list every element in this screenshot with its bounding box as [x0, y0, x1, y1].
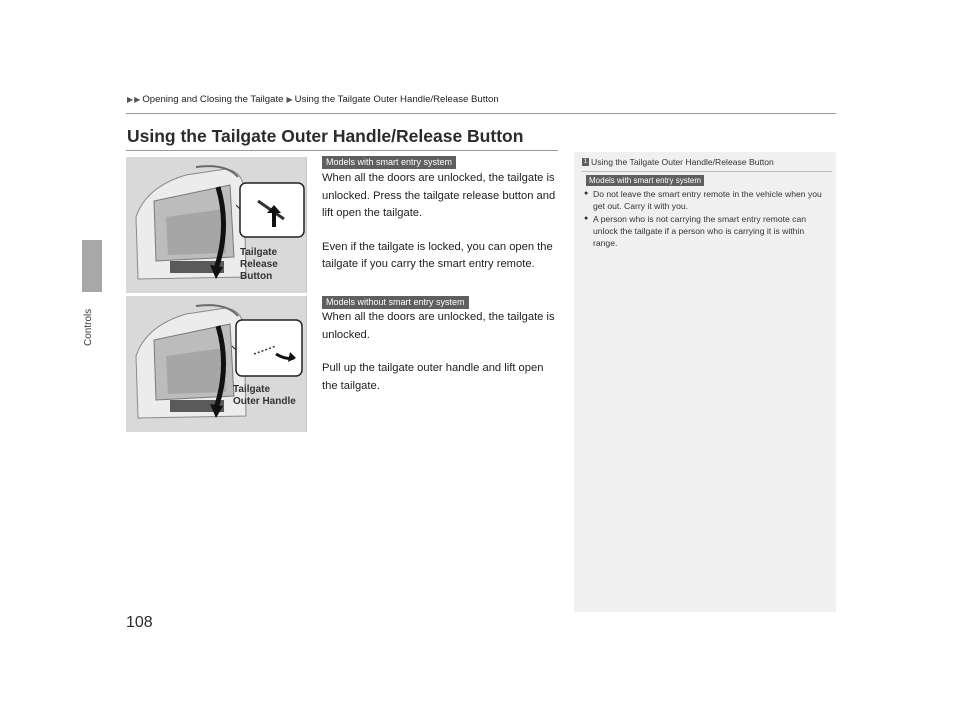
notes-list — [584, 188, 826, 250]
notes-panel — [574, 152, 836, 612]
instruction-text — [322, 309, 562, 411]
section-tab-marker — [82, 240, 102, 292]
figure-callout-release-button: Tailgate Release Button — [240, 247, 278, 282]
page-number: 108 — [126, 614, 153, 631]
breadcrumb-item[interactable]: Using the Tailgate Outer Handle/Release Button — [294, 94, 499, 105]
breadcrumb-arrow-icon: ▶ — [127, 95, 134, 104]
paragraph: Pull up the tailgate outer handle and lift open the tailgate. — [322, 362, 544, 392]
note-reference-icon: 1 — [583, 158, 588, 165]
breadcrumb — [127, 94, 502, 105]
tailgate-release-button-illustration — [126, 157, 307, 293]
tailgate-outer-handle-illustration — [126, 296, 307, 432]
notes-heading-text: Using the Tailgate Outer Handle/Release Button — [591, 157, 774, 167]
breadcrumb-arrow-icon: ▶ — [286, 95, 293, 104]
page-title: Using the Tailgate Outer Handle/Release Button — [127, 126, 524, 146]
instruction-text — [322, 170, 562, 290]
title-divider — [126, 150, 558, 151]
figure-callout-outer-handle: Tailgate Outer Handle — [233, 384, 296, 407]
list-item: ● Do not leave the smart entry remote in the vehicle when you get out. Carry it with you. — [584, 188, 826, 212]
model-badge: Models with smart entry system — [322, 156, 456, 169]
breadcrumb-item[interactable]: Opening and Closing the Tailgate — [142, 94, 284, 105]
header-divider — [126, 113, 836, 114]
model-badge: Models with smart entry system — [586, 175, 704, 186]
notes-heading — [582, 157, 774, 167]
list-item: ● A person who is not carrying the smart entry remote can unlock the tailgate if a person who is carrying it is within range. — [584, 213, 826, 249]
breadcrumb-arrow-icon: ▶ — [134, 95, 141, 104]
paragraph: When all the doors are unlocked, the tailgate is unlocked. Press the tailgate release button and lift open the tailgate. — [322, 172, 556, 219]
paragraph: Even if the tailgate is locked, you can open the tailgate if you carry the smart entry remote. — [322, 240, 553, 270]
notes-divider — [582, 171, 832, 172]
model-badge: Models without smart entry system — [322, 296, 469, 309]
section-tab-label: Controls — [83, 308, 94, 346]
paragraph: When all the doors are unlocked, the tailgate is unlocked. — [322, 311, 555, 341]
